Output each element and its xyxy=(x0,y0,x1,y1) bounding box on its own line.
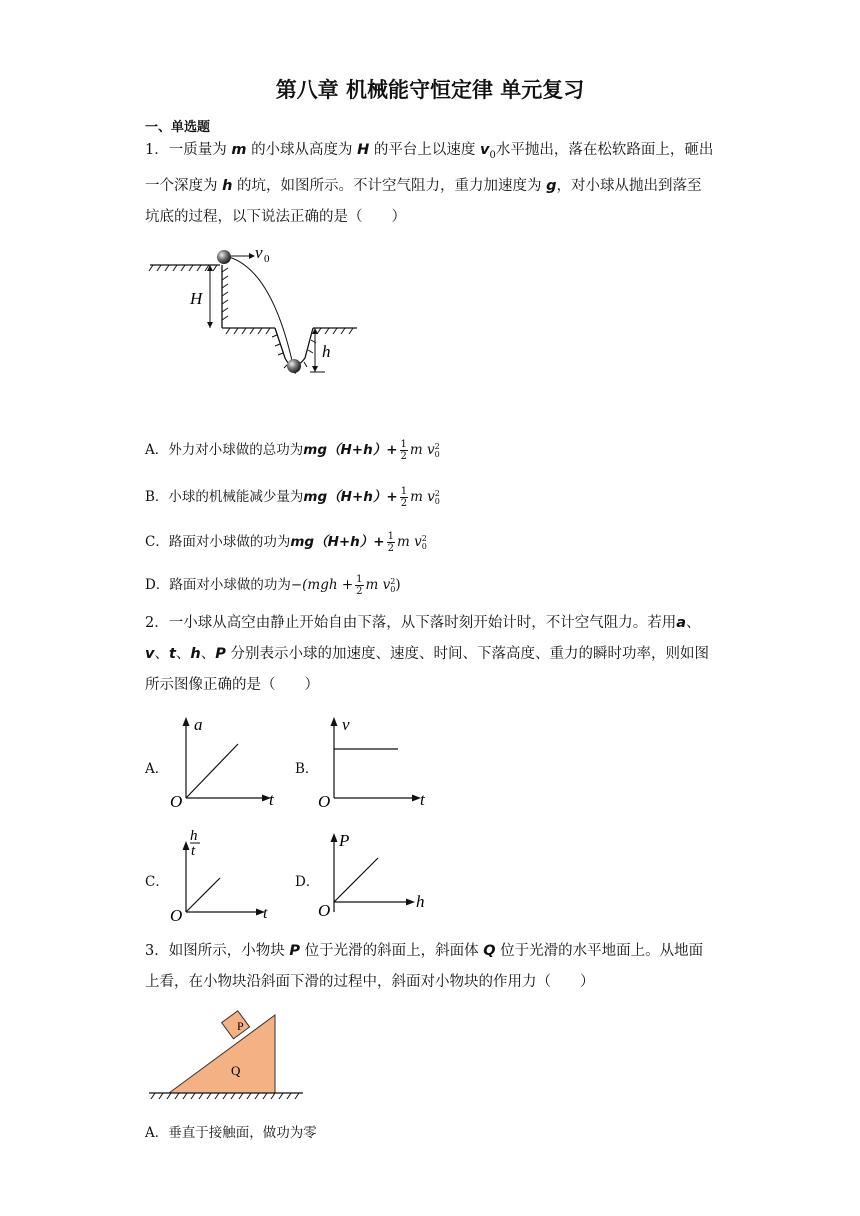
svg-text:O: O xyxy=(318,901,331,920)
svg-text:O: O xyxy=(170,792,183,810)
question-1: 1．一质量为 m 的小球从高度为 H 的平台上以速度 $v_0$水平抛出，落在松软路面上，砸出 一个深度为 h 的坑，如图所示。不计空气阻力，重力加速度为 g，对小球从抛出到落至 坑底的过程，以下说法正确的是（ ） xyxy=(145,142,714,225)
q2-graph-b xyxy=(316,714,436,810)
svg-text:v: v xyxy=(255,243,263,262)
svg-text:t: t xyxy=(263,905,268,922)
svg-text:t: t xyxy=(420,790,425,809)
svg-text:h: h xyxy=(322,342,331,361)
svg-text:P: P xyxy=(237,1019,244,1033)
q2-number: 2． xyxy=(145,615,169,631)
q1-option-c: C．路面对小球做的功为mg（H+h）+ $\frac{1}{2}$ m v 2 0 xyxy=(145,531,427,554)
svg-text:0: 0 xyxy=(264,253,270,265)
ball-icon xyxy=(287,359,301,373)
svg-text:h: h xyxy=(416,892,425,911)
q3-number: 3． xyxy=(145,943,169,959)
q1-number: 1． xyxy=(145,142,169,158)
wedge-q xyxy=(169,1015,275,1093)
question-3: 3．如图所示，小物块 P 位于光滑的斜面上，斜面体 Q 位于光滑的水平地面上。从地面 上看，在小物块沿斜面下滑的过程中，斜面对小物块的作用力（ ） xyxy=(145,943,704,990)
svg-text:v: v xyxy=(342,715,350,734)
q2-option-d-label: D． xyxy=(295,874,320,890)
svg-text:a: a xyxy=(194,715,203,734)
svg-text:Q: Q xyxy=(231,1063,241,1078)
q1-option-d: D．路面对小球做的功为−(mgh + $\frac{1}{2}$ m v 2 0 ) xyxy=(145,574,401,597)
q1-option-a: A．外力对小球做的总功为mg（H+h）+ $\frac{1}{2}$ m v 2 0 xyxy=(145,439,440,462)
svg-text:t: t xyxy=(269,790,274,809)
q2-option-a-label: A． xyxy=(145,761,169,777)
svg-text:t: t xyxy=(191,843,196,859)
svg-text:P: P xyxy=(339,831,350,850)
q2-graph-a xyxy=(168,714,283,810)
q2-option-c-label: C． xyxy=(145,874,169,890)
block-p xyxy=(222,1011,250,1039)
ball-icon xyxy=(217,250,231,264)
svg-text:H: H xyxy=(190,289,203,308)
q3-incline-figure xyxy=(145,1005,305,1105)
q2-option-b-label: B． xyxy=(295,761,319,777)
svg-text:h: h xyxy=(190,828,198,844)
q2-graph-c xyxy=(168,828,283,924)
question-2: 2．一小球从高空由静止开始自由下落，从下落时刻开始计时，不计空气阻力。若用a、 v、t、h、P 分别表示小球的加速度、速度、时间、下落高度、重力的瞬时功率，则如图 所示图像正确的是（ ） xyxy=(145,615,709,693)
svg-text:O: O xyxy=(318,792,331,810)
svg-text:O: O xyxy=(170,906,183,924)
q1-option-b: B．小球的机械能减少量为mg（H+h）+ $\frac{1}{2}$ m v 2 0 xyxy=(145,486,440,509)
section-heading: 一、单选题 xyxy=(145,120,211,135)
q1-projectile-figure xyxy=(145,240,365,380)
q3-option-a: A．垂直于接触面，做功为零 xyxy=(145,1125,317,1141)
q2-graph-d xyxy=(316,828,436,924)
page-title: 第八章 机械能守恒定律 单元复习 xyxy=(275,78,585,102)
